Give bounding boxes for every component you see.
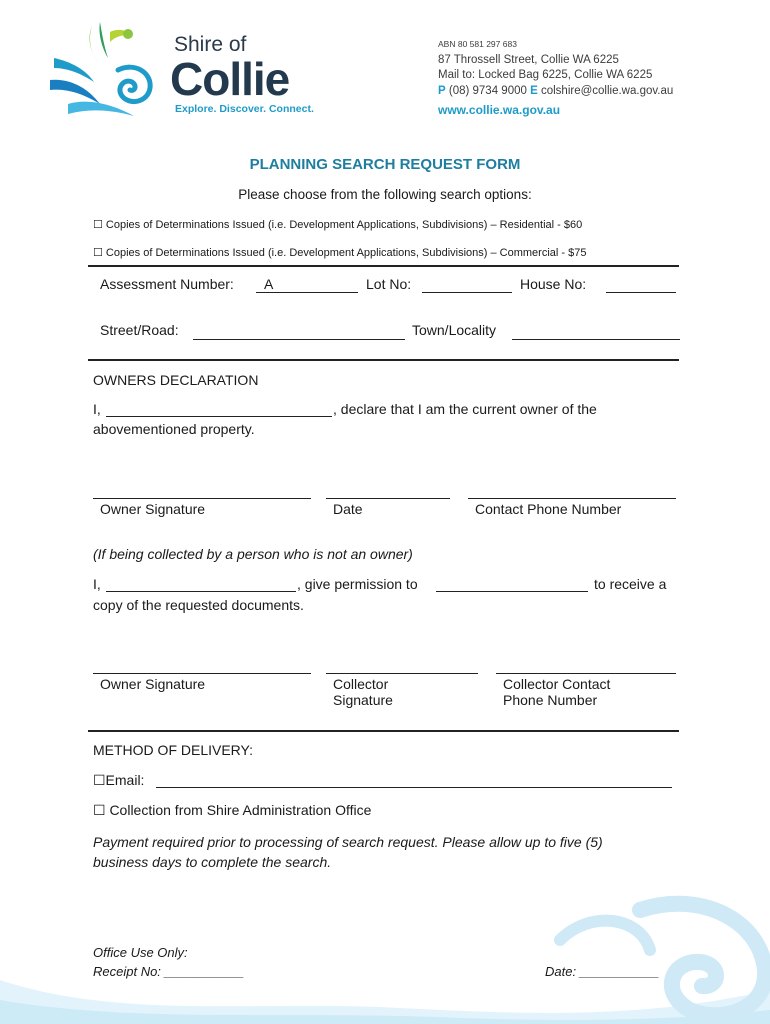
declaration-line1-start: I,	[93, 401, 101, 417]
phone-label: P	[438, 85, 446, 97]
shire-logo-icon	[48, 18, 166, 120]
phone-email-line	[438, 85, 673, 97]
address-text: 87 Throssell Street, Collie WA 6225	[438, 54, 619, 66]
date-field[interactable]	[326, 498, 450, 499]
street-label: Street/Road:	[100, 322, 179, 338]
logo-collie-text: Collie	[170, 53, 290, 105]
divider	[88, 359, 679, 361]
email-option-checkbox[interactable]: ☐Email:	[93, 772, 145, 788]
town-field[interactable]	[512, 339, 680, 340]
divider	[88, 730, 679, 732]
date-label: Date	[333, 501, 363, 517]
email-field[interactable]	[156, 787, 672, 788]
website-link[interactable]: www.collie.wa.gov.au	[438, 103, 561, 117]
house-field[interactable]	[606, 292, 676, 293]
divider	[88, 265, 679, 267]
collection-option-checkbox[interactable]: ☐ Collection from Shire Administration Office	[93, 802, 372, 818]
form-title: PLANNING SEARCH REQUEST FORM	[249, 156, 521, 173]
street-field[interactable]	[193, 339, 405, 340]
office-date-field[interactable]: Date: ___________	[545, 964, 660, 979]
logo-shire-text: Shire of	[174, 33, 247, 56]
email-label: E	[530, 85, 538, 97]
declaration-heading: OWNERS DECLARATION	[93, 372, 259, 388]
declaration-line1-end: , declare that I am the current owner of the	[333, 401, 597, 417]
delivery-heading: METHOD OF DELIVERY:	[93, 742, 253, 758]
contact-phone-label: Contact Phone Number	[475, 501, 622, 517]
collector-signature-label-1: Collector	[333, 676, 389, 692]
logo-tagline: Explore. Discover. Connect.	[175, 103, 314, 115]
collector-name-field[interactable]	[436, 591, 588, 592]
email-text: colshire@collie.wa.gov.au	[540, 85, 674, 97]
phone-text: (08) 9734 9000	[448, 85, 527, 97]
collector-owner-signature-label: Owner Signature	[100, 676, 206, 692]
lot-field[interactable]	[422, 292, 512, 293]
assessment-value: A	[264, 276, 274, 292]
mail-text: Mail to: Locked Bag 6225, Collie WA 6225	[438, 69, 653, 81]
collector-signature-label-2: Signature	[333, 692, 393, 708]
receipt-no-field[interactable]: Receipt No: ___________	[93, 964, 245, 979]
collector-note: (If being collected by a person who is not an owner)	[93, 546, 413, 562]
office-use-label: Office Use Only:	[93, 945, 188, 960]
lot-label: Lot No:	[366, 276, 412, 292]
declaration-name-field[interactable]	[106, 416, 332, 417]
owner-signature-label: Owner Signature	[100, 501, 206, 517]
owner-signature-field[interactable]	[93, 498, 311, 499]
collector-owner-name-field[interactable]	[106, 591, 296, 592]
collector-phone-field[interactable]	[496, 673, 676, 674]
collector-line1-mid: , give permission to	[297, 576, 418, 592]
house-label: House No:	[520, 276, 587, 292]
collector-phone-label-2: Phone Number	[503, 692, 598, 708]
collector-owner-signature-field[interactable]	[93, 673, 311, 674]
assessment-field[interactable]	[256, 292, 358, 293]
collector-signature-field[interactable]	[326, 673, 478, 674]
abn-text: ABN 80 581 297 683	[438, 39, 517, 49]
declaration-line2: abovementioned property.	[93, 421, 255, 437]
option-commercial[interactable]: ☐ Copies of Determinations Issued (i.e. Development Applications, Subdivisions) – Commercial - $75	[93, 247, 587, 259]
payment-note-line2: business days to complete the search.	[93, 854, 332, 870]
contact-phone-field[interactable]	[468, 498, 676, 499]
collector-line2: copy of the requested documents.	[93, 597, 304, 613]
collector-line1-end: to receive a	[594, 576, 667, 592]
form-subtitle: Please choose from the following search options:	[238, 187, 532, 202]
assessment-label: Assessment Number:	[100, 276, 234, 292]
town-label: Town/Locality	[412, 322, 497, 338]
collector-line1-start: I,	[93, 576, 101, 592]
collector-phone-label-1: Collector Contact	[503, 676, 611, 692]
payment-note-line1: Payment required prior to processing of search request. Please allow up to five (5)	[93, 834, 603, 850]
option-residential[interactable]: ☐ Copies of Determinations Issued (i.e. Development Applications, Subdivisions) – Residential - $60	[93, 219, 583, 231]
